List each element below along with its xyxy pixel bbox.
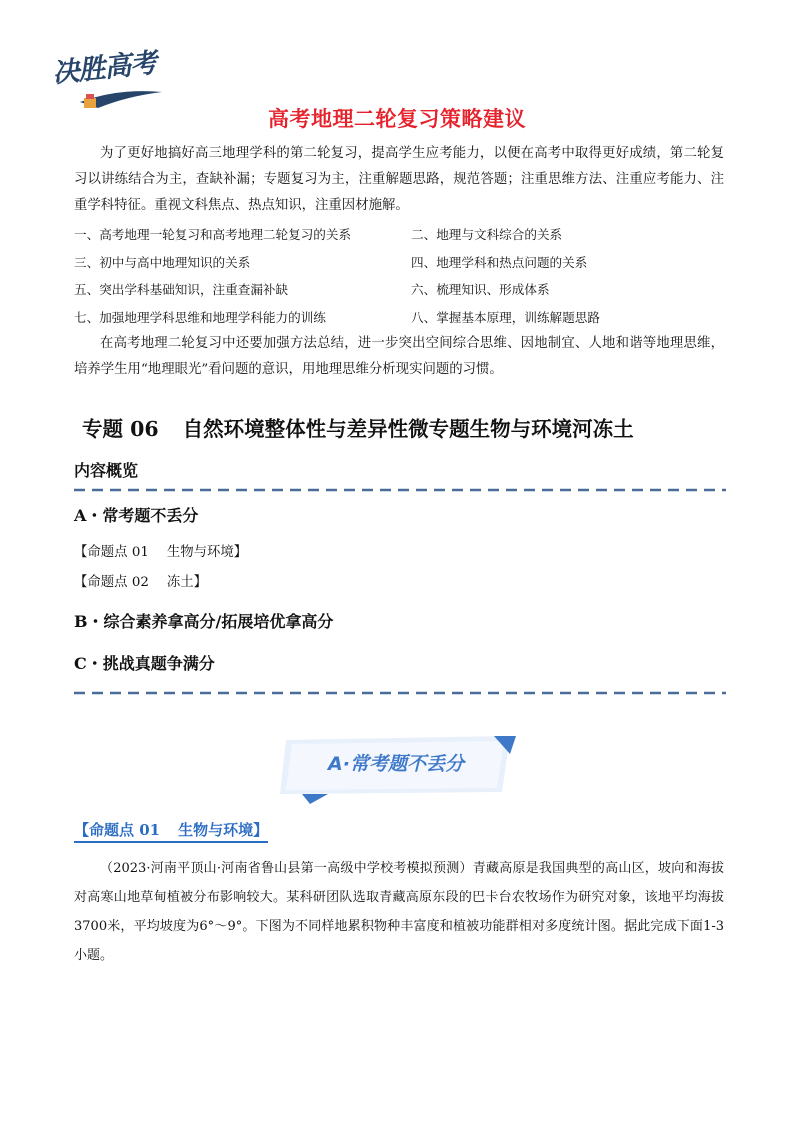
method-paragraph: 在高考地理二轮复习中还要加强方法总结，进一步突出空间综合思维、因地制宜、人地和谐等地理思维，培养学生用“地理眼光”看问题的意识，用地理思维分析现实问题的习惯。 xyxy=(74,336,724,377)
section-link-a[interactable]: A・常考题不丢分 xyxy=(74,506,199,525)
intro-paragraph: 为了更好地搞好高三地理学科的第二轮复习，提高学生应考能力，以便在高考中取得更好成绩，第二轮复习以讲练结合为主，查缺补漏；专题复习为主，注重解题思路，规范答题；注重思维方法、注重应考能力、注重学科特征。重视文科焦点、热点知识，注重因材施解。 xyxy=(74,146,724,213)
key-point-item: 二、地理与文科综合的关系 xyxy=(411,227,563,243)
section-a-banner xyxy=(272,732,520,804)
key-point-item: 三、初中与高中地理知识的关系 xyxy=(74,254,251,270)
topic-title xyxy=(82,412,634,442)
proposition-heading-label: 【命题点 01 xyxy=(74,821,161,839)
proposition-heading-topic: 生物与环境】 xyxy=(178,821,269,839)
key-point-row xyxy=(74,220,734,248)
key-point-item: 七、加强地理学科思维和地理学科能力的训练 xyxy=(74,309,326,325)
topic-name: 自然环境整体性与差异性微专题生物与环境河冻土 xyxy=(182,417,634,441)
proposition-label: 【命题点 01 xyxy=(74,545,149,560)
key-point-item: 五、突出学科基础知识，注重查漏补缺 xyxy=(74,282,289,298)
section-link-c[interactable]: C・挑战真题争满分 xyxy=(74,654,215,673)
key-point-item: 六、梳理知识、形成体系 xyxy=(411,282,550,298)
key-point-row xyxy=(74,275,734,303)
proposition-label: 【命题点 02 xyxy=(74,575,149,590)
key-point-row xyxy=(74,303,734,331)
proposition-link-01[interactable] xyxy=(74,541,247,560)
proposition-link-02[interactable] xyxy=(74,571,207,590)
key-point-item: 八、掌握基本原理，训练解题思路 xyxy=(411,309,600,325)
key-point-item: 一、高考地理一轮复习和高考地理二轮复习的关系 xyxy=(74,227,352,243)
key-point-row xyxy=(74,248,734,276)
main-title: 高考地理二轮复习策略建议 xyxy=(268,107,526,131)
proposition-topic: 生物与环境】 xyxy=(166,545,248,560)
dashed-divider xyxy=(74,691,726,695)
proposition-topic: 冻土】 xyxy=(166,575,208,590)
overview-label: 内容概览 xyxy=(74,461,139,480)
logo-text: 决胜高考 xyxy=(50,47,158,90)
dashed-divider xyxy=(74,488,726,492)
topic-number: 专题 06 xyxy=(82,417,159,441)
key-point-item: 四、地理学科和热点问题的关系 xyxy=(411,254,588,270)
section-link-b[interactable]: B・综合素养拿高分/拓展培优拿高分 xyxy=(74,612,334,631)
banner-text: A·常考题不丢分 xyxy=(328,753,464,775)
question-stem: （2023·河南平顶山·河南省鲁山县第一高级中学校考模拟预测）青藏高原是我国典型的高山区，坡向和海拔对高寒山地草甸植被分布影响较大。某科研团队选取青藏高原东段的巴卡台农牧场作为研究对象，该地平均海拔3700米，平均坡度为6°～9°。下图为不同样地累积物种丰富度和植被功能群相对多度统计图。据此完成下面1-3小题。 xyxy=(74,861,724,963)
key-points-list xyxy=(74,220,734,330)
proposition-heading xyxy=(74,819,268,843)
